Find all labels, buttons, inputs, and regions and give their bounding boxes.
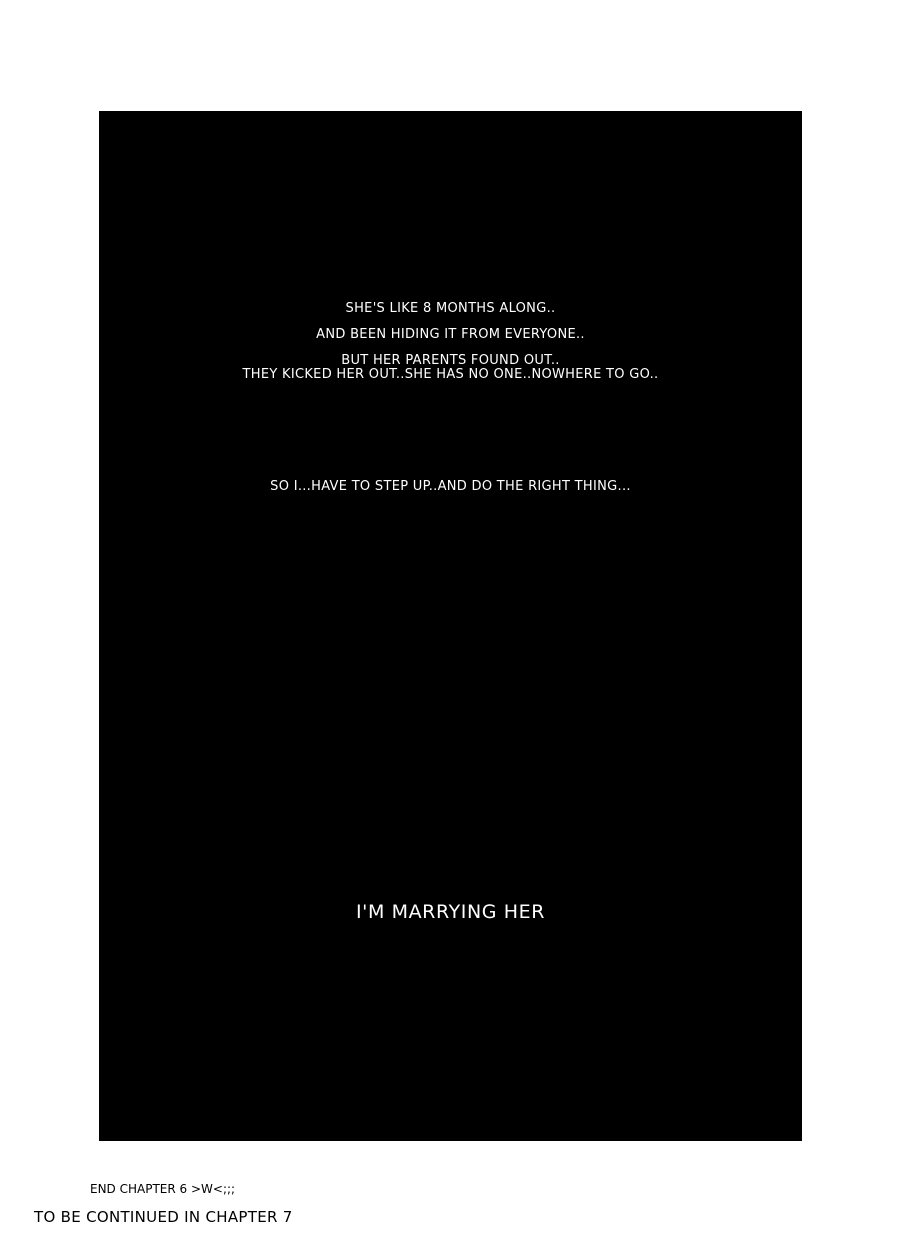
headline-text: I'M MARRYING HER — [355, 901, 546, 923]
end-chapter-note: END CHAPTER 6 >W<;;; — [90, 1182, 236, 1196]
narration-line-2: AND BEEN HIDING IT FROM EVERYONE.. — [316, 327, 585, 342]
narration-line-4: THEY KICKED HER OUT..SHE HAS NO ONE..NOWHERE TO GO.. — [242, 367, 659, 382]
comic-panel — [99, 111, 802, 1141]
narration-line-1: SHE'S LIKE 8 MONTHS ALONG.. — [345, 301, 556, 316]
to-be-continued-note: TO BE CONTINUED IN CHAPTER 7 — [34, 1208, 293, 1226]
narration-line-5: SO I...HAVE TO STEP UP..AND DO THE RIGHT THING... — [270, 479, 631, 494]
narration-line-3: BUT HER PARENTS FOUND OUT.. — [341, 353, 560, 368]
